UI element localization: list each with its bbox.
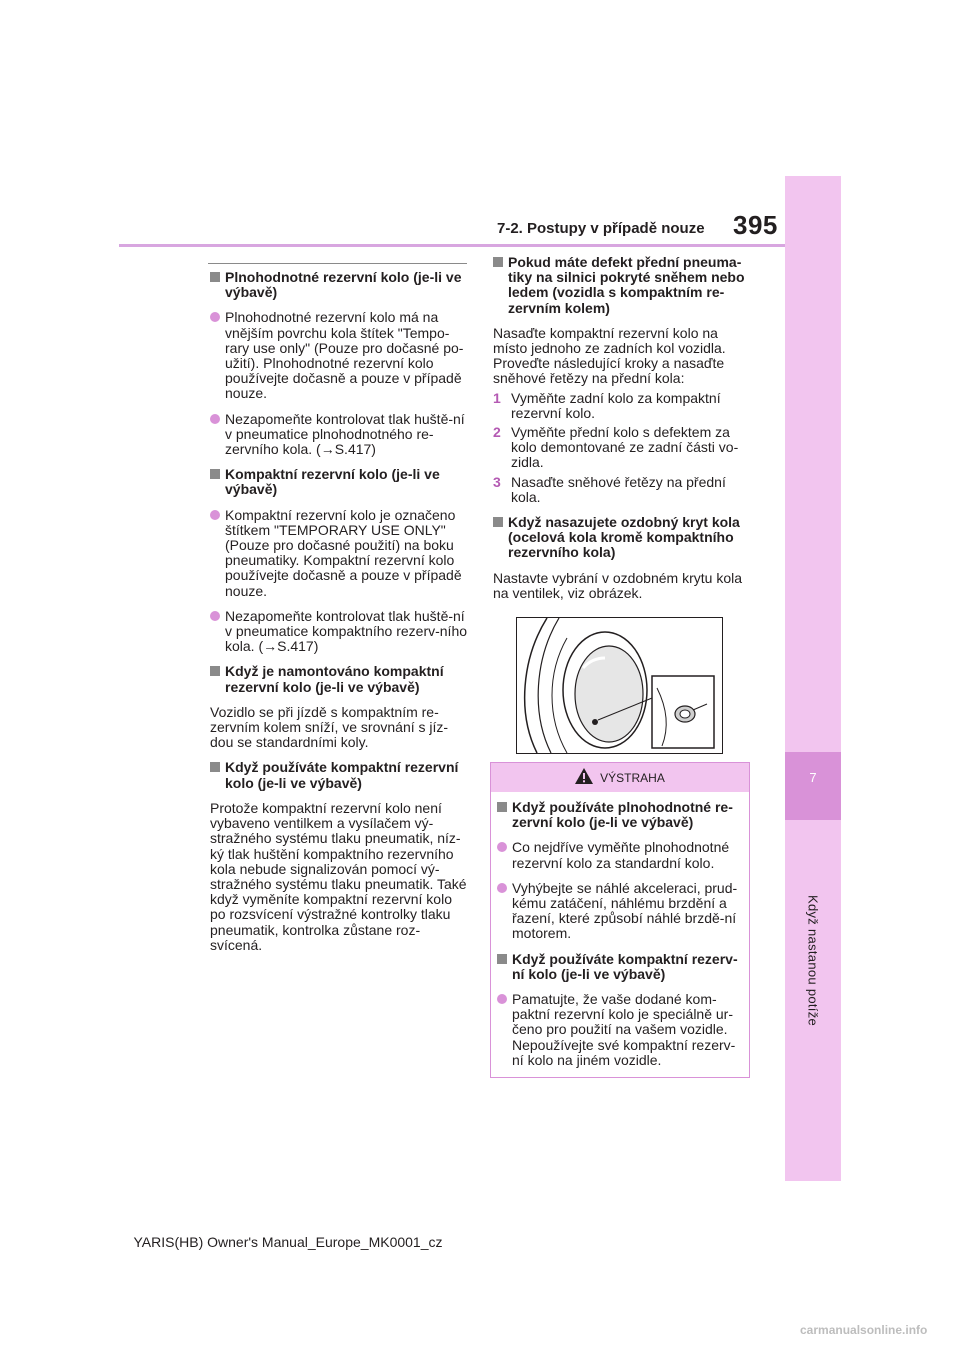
- page-number: 395: [733, 210, 778, 240]
- heading-compact-installed: Když je namontováno kompaktní rezervní kolo (je-li ve výbavě): [210, 664, 468, 694]
- section-title: 7-2. Postupy v případě nouze: [497, 220, 705, 237]
- step-item: [493, 391, 753, 421]
- warning-bullet-replace-soon: Co nejdříve vyměňte plnohodnotné rezervní kolo za standardní kolo.: [497, 840, 743, 870]
- footer: [0, 1234, 960, 1250]
- warning-box: [490, 762, 750, 1078]
- heading-full-spare: Plnohodnotné rezervní kolo (je-li ve výbavě): [210, 270, 468, 300]
- step-number: 3: [493, 473, 501, 490]
- warning-heading-full-spare: Když používáte plnohodnotné re-zervní kolo (je-li ve výbavě): [497, 800, 743, 830]
- chapter-number: 7: [809, 770, 817, 785]
- paragraph-align-valve: Nastavte vybrání v ozdobném krytu kola na ventilek, viz obrázek.: [493, 569, 743, 601]
- paragraph-mount-compact: Nasaďte kompaktní rezervní kolo na místo jednoho ze zadních kol vozidla. Proveďte následující kroky a nasaďte sněhové řetězy na přední kola:: [493, 324, 726, 387]
- bullet-compact-spare-label: Kompaktní rezervní kolo je označeno štítkem "TEMPORARY USE ONLY" (Pouze pro dočasné použití) na boku pneumatiky. Kompaktní rezervní kolo používejte dočasně a pouze v případě nouze.: [210, 508, 468, 599]
- step-item: [493, 475, 753, 505]
- warning-heading-compact-spare: Když používáte kompaktní rezerv-ní kolo (je-li ve výbavě): [497, 952, 743, 982]
- heading-using-compact: Když používáte kompaktní rezervní kolo (je-li ve výbavě): [210, 760, 468, 790]
- bullet-compact-spare-pressure: Nezapomeňte kontrolovat tlak huště-ní v pneumatice kompaktního rezerv-ního kola. (→S.417): [210, 609, 468, 655]
- step-text: Nasaďte sněhové řetězy na přední kola.: [511, 473, 726, 505]
- header-rule: [119, 244, 785, 247]
- warning-body: [491, 792, 749, 1068]
- warning-triangle-icon: [575, 768, 593, 787]
- bullet-full-spare-pressure: Nezapomeňte kontrolovat tlak huště-ní v pneumatice plnohodnotného re-zervního kola. (→S.417): [210, 412, 468, 458]
- step-number: 1: [493, 389, 501, 406]
- column-rule: [208, 263, 467, 264]
- bullet-full-spare-label: Plnohodnotné rezervní kolo má na vnějším povrchu kola štítek "Tempo-rary use only" (Pouze pro dočasné po-užití). Plnohodnotné rezervní kolo používejte dočasně a pouze v případě nouze.: [210, 310, 468, 401]
- wheel-cover-illustration: [516, 617, 723, 754]
- watermark: carmanualsonline.info: [800, 1323, 928, 1337]
- left-column: [210, 270, 468, 963]
- chapter-number-block: [785, 752, 841, 820]
- step-text: Vyměňte zadní kolo za kompaktní rezervní kolo.: [511, 389, 721, 421]
- step-item: [493, 425, 753, 471]
- step-text: Vyměňte přední kolo s defektem za kolo demontované ze zadní části vo-zidla.: [511, 424, 739, 471]
- warning-bullet-vehicle-specific: Pamatujte, že vaše dodané kom-paktní rezervní kolo je speciálně ur-čeno pro použití na vašem vozidle. Nepoužívejte své kompaktní rezerv-ní kolo na jiném vozidle.: [497, 992, 743, 1068]
- paragraph-vehicle-lowers: Vozidlo se při jízdě s kompaktním re-zervním kolem sníží, ve srovnání s jíz-dou se standardními koly.: [210, 703, 449, 751]
- wheel-cover-drawing: [517, 618, 722, 753]
- chapter-title: Když nastanou potíže: [805, 894, 821, 1027]
- heading-front-flat-snow: Pokud máte defekt přední pneuma-tiky na silnici pokryté sněhem nebo ledem (vozidla s kompaktním re-zervním kolem): [493, 255, 753, 316]
- heading-compact-spare: Kompaktní rezervní kolo (je-li ve výbavě): [210, 467, 468, 497]
- warning-title-bar: [491, 763, 749, 792]
- heading-wheel-cover: Když nasazujete ozdobný kryt kola (ocelová kola kromě kompaktního rezervního kola): [493, 515, 753, 561]
- warning-bullet-avoid-sudden: Vyhýbejte se náhlé akceleraci, prud-kému zatáčení, náhlému brzdění a řazení, které způsobí náhlé brzdě-ní motorem.: [497, 881, 743, 942]
- manual-identifier: YARIS(HB) Owner's Manual_Europe_MK0001_cz: [133, 1234, 443, 1250]
- step-number: 2: [493, 424, 501, 441]
- chapter-title-container: [785, 820, 841, 1181]
- paragraph-tpms-warning: Protože kompaktní rezervní kolo není vybaveno ventilkem a vysílačem vý-stražného systému tlaku pneumatik, níz-ký tlak huštění kompaktního rezervního kola nebude signalizován pomocí vý-stražného systému tlaku pneumatik. Také když vyměníte kompaktní rezervní kolo po rozsvícení výstražné kontrolky tlaku pneumatik, kontrolka zůstane roz-svícená.: [210, 799, 467, 953]
- right-column: [493, 255, 753, 611]
- warning-title: VÝSTRAHA: [600, 770, 665, 785]
